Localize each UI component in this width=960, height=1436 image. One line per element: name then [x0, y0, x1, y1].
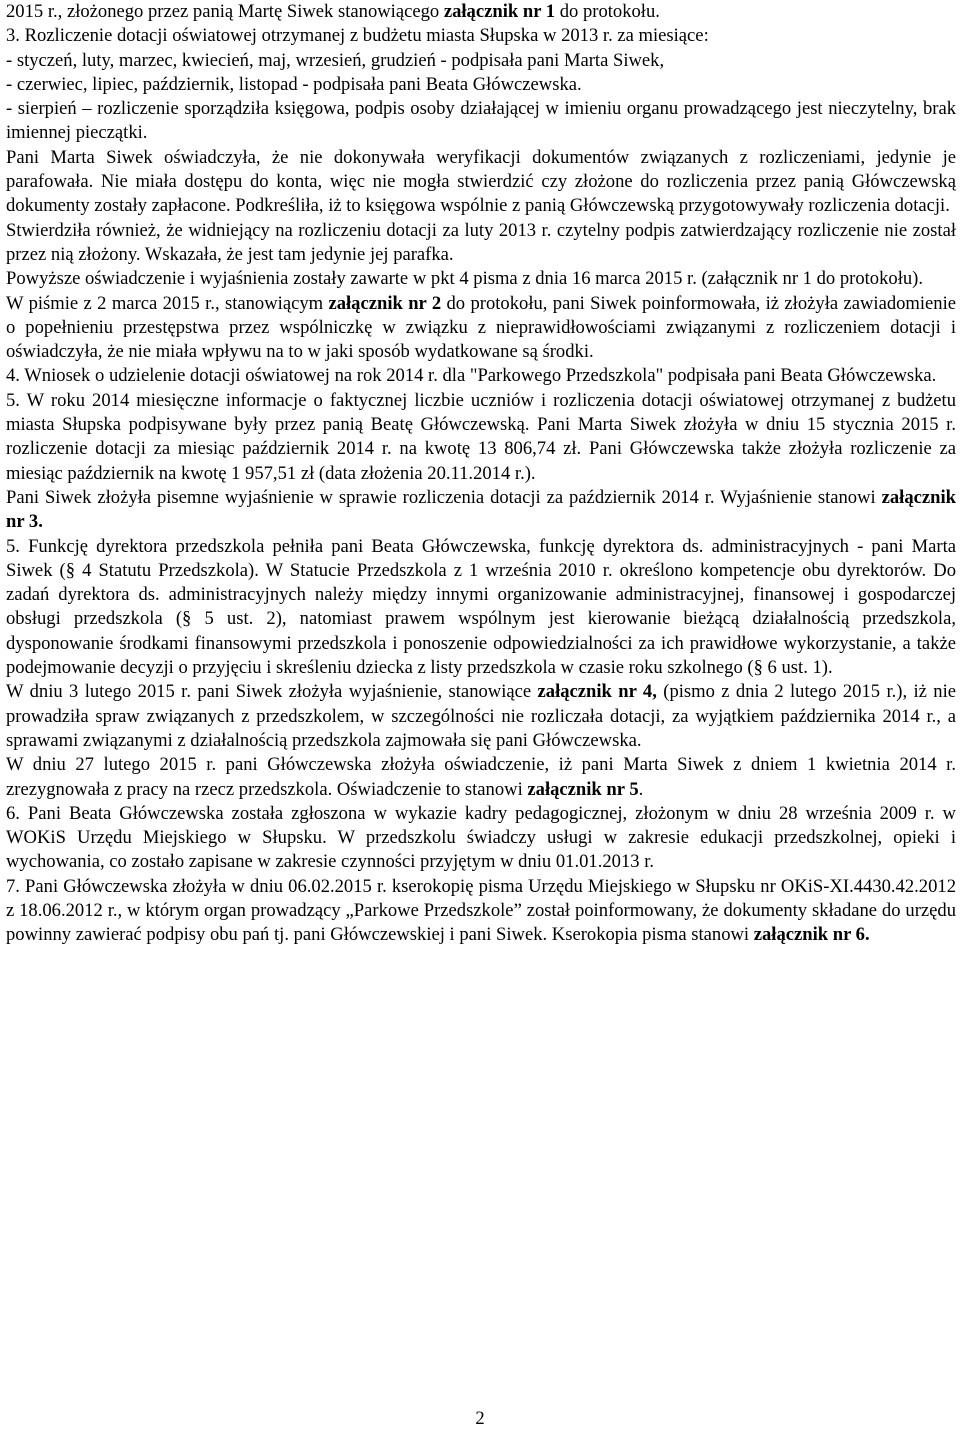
- attachment-reference: załącznik nr 2: [328, 292, 442, 314]
- paragraph: [6, 535, 956, 681]
- paragraph-text: Pani Marta Siwek oświadczyła, że nie dokonywała weryfikacji dokumentów związanych z rozliczeniami, jedynie je parafowała. Nie miała dostępu do konta, więc nie mogła stwierdzić czy złożone do rozliczenia przez panią Główczewską dokumenty zostały zapłacone. Podkreśliła, iż to księgowa wspólnie z panią Główczewską przygotowywały rozliczenia dotacji.: [6, 146, 956, 217]
- paragraph-text: Powyższe oświadczenie i wyjaśnienia zostały zawarte w pkt 4 pisma z dnia 16 marca 2015 r. (załącznik nr 1 do protokołu).: [6, 268, 923, 290]
- document-body: [6, 0, 956, 948]
- attachment-reference: załącznik nr 4,: [537, 681, 657, 703]
- paragraph: [6, 802, 956, 875]
- paragraph-text: - czerwiec, lipiec, październik, listopad - podpisała pani Beata Główczewska.: [6, 73, 582, 95]
- attachment-reference: załącznik nr 1: [443, 1, 556, 22]
- paragraph: [6, 680, 956, 753]
- paragraph-text: 5. Funkcję dyrektora przedszkola pełniła pani Beata Główczewska, funkcję dyrektora ds. administracyjnych - pani Marta Siwek (§ 4 Statutu Przedszkola). W Statucie Przedszkola z 1 września 2010 r. określono kompetencje obu dyrektorów. Do zadań dyrektora ds. administracyjnych należy między innymi organizowanie administracyjnej, finansowej i gospodarczej obsługi przedszkola (§ 5 ust. 2), natomiast prawem wspólnym jest kierowanie bieżącą działalnością przedszkola, dysponowanie środkami finansowymi przedszkola i ponoszenie odpowiedzialności za ich prawidłowe wykorzystanie, a także podejmowanie decyzji o przyjęciu i skreśleniu dziecka z listy przedszkola w czasie roku szkolnego (§ 6 ust. 1).: [6, 535, 956, 679]
- paragraph: [6, 753, 956, 802]
- paragraph-text: 7. Pani Główczewska złożyła w dniu 06.02.2015 r. kserokopię pisma Urzędu Miejskiego w Słupsku nr OKiS-XI.4430.42.2012 z 18.06.2012 r., w którym organ prowadzący „Parkowe Przedszkole” został poinformowany, że dokumenty składane do urzędu powinny zawierać podpisy obu pań tj. pani Główczewskiej i pani Siwek. Kserokopia pisma stanowi: [6, 875, 956, 946]
- paragraph-text: W dniu 3 lutego 2015 r. pani Siwek złożyła wyjaśnienie, stanowiące: [6, 681, 538, 703]
- paragraph: [6, 97, 956, 146]
- paragraph-text: do protokołu.: [555, 1, 660, 22]
- paragraph: [6, 486, 956, 535]
- paragraph-text: - styczeń, luty, marzec, kwiecień, maj, wrzesień, grudzień - podpisała pani Marta Siwek,: [6, 49, 665, 71]
- paragraph-text: Stwierdziła również, że widniejący na rozliczeniu dotacji za luty 2013 r. czytelny podpis zatwierdzający rozliczenie nie został przez nią złożony. Wskazała, że jest tam jedynie jej parafka.: [6, 219, 956, 265]
- attachment-reference: załącznik nr 6.: [753, 924, 870, 946]
- paragraph-text: .: [638, 778, 644, 800]
- paragraph: [6, 364, 956, 388]
- paragraph: [6, 146, 956, 219]
- paragraph-text: (pismo z dnia 2 lutego 2015 r.), iż nie prowadziła spraw związanych z przedszkolem, w szczególności nie rozliczała dotacji, za wyjątkiem października 2014 r., a sprawami związanymi z działalnością przedszkola zajmowała się pani Główczewska.: [6, 681, 957, 751]
- paragraph-text: 2015 r., złożonego przez panią Martę Siwek stanowiącego: [6, 1, 444, 22]
- paragraph-text: 5. W roku 2014 miesięczne informacje o faktycznej liczbie uczniów i rozliczenia dotacji oświatowej otrzymanej z budżetu miasta Słupska podpisywane były przez panią Beatę Główczewską. Pani Marta Siwek złożyła w dniu 15 stycznia 2015 r. rozliczenie dotacji za miesiąc październik 2014 r. na kwotę 13 806,74 zł. Pani Główczewska także złożyła rozliczenie za miesiąc październik na kwotę 1 957,51 zł (data złożenia 20.11.2014 r.).: [6, 389, 956, 484]
- paragraph: [6, 0, 956, 24]
- paragraph: [6, 49, 956, 73]
- paragraph: [6, 219, 956, 268]
- attachment-reference: załącznik nr 5: [527, 778, 639, 800]
- paragraph-text: do protokołu, pani Siwek poinformowała, iż złożyła zawiadomienie o popełnieniu przestępstwa przez wspólniczkę w związku z nieprawidłowościami związanymi z rozliczeniem dotacji i oświadczyła, że nie miała wpływu na to w jaki sposób wydatkowane są środki.: [6, 292, 957, 363]
- paragraph: [6, 73, 956, 97]
- paragraph: [6, 389, 956, 486]
- paragraph-text: W piśmie z 2 marca 2015 r., stanowiącym: [6, 292, 329, 314]
- paragraph-text: 3. Rozliczenie dotacji oświatowej otrzymanej z budżetu miasta Słupska w 2013 r. za miesiące:: [6, 25, 709, 47]
- paragraph: [6, 24, 956, 48]
- page-number: 2: [475, 1408, 485, 1429]
- paragraph: [6, 267, 956, 291]
- paragraph-text: W dniu 27 lutego 2015 r. pani Główczewska złożyła oświadczenie, iż pani Marta Siwek z dniem 1 kwietnia 2014 r. zrezygnowała z pracy na rzecz przedszkola. Oświadczenie to stanowi: [6, 754, 956, 800]
- attachment-reference: załącznik nr 3.: [6, 486, 956, 533]
- paragraph-text: Pani Siwek złożyła pisemne wyjaśnienie w sprawie rozliczenia dotacji za październik 2014 r. Wyjaśnienie stanowi: [6, 486, 882, 508]
- paragraph-text: 4. Wniosek o udzielenie dotacji oświatowej na rok 2014 r. dla "Parkowego Przedszkola" podpisała pani Beata Główczewska.: [6, 365, 937, 387]
- paragraph-text: 6. Pani Beata Główczewska została zgłoszona w wykazie kadry pedagogicznej, złożonym w dniu 28 września 2009 r. w WOKiS Urzędu Miejskiego w Słupsku. W przedszkolu świadczy usługi w zakresie edukacji przedszkolnej, opieki i wychowania, co zostało zapisane w zakresie czynności przyjętym w dniu 01.01.2013 r.: [6, 802, 956, 873]
- paragraph: [6, 292, 956, 365]
- paragraph-text: - sierpień – rozliczenie sporządziła księgowa, podpis osoby działającej w imieniu organu prowadzącego jest nieczytelny, brak imiennej pieczątki.: [6, 98, 956, 144]
- paragraph: [6, 875, 956, 948]
